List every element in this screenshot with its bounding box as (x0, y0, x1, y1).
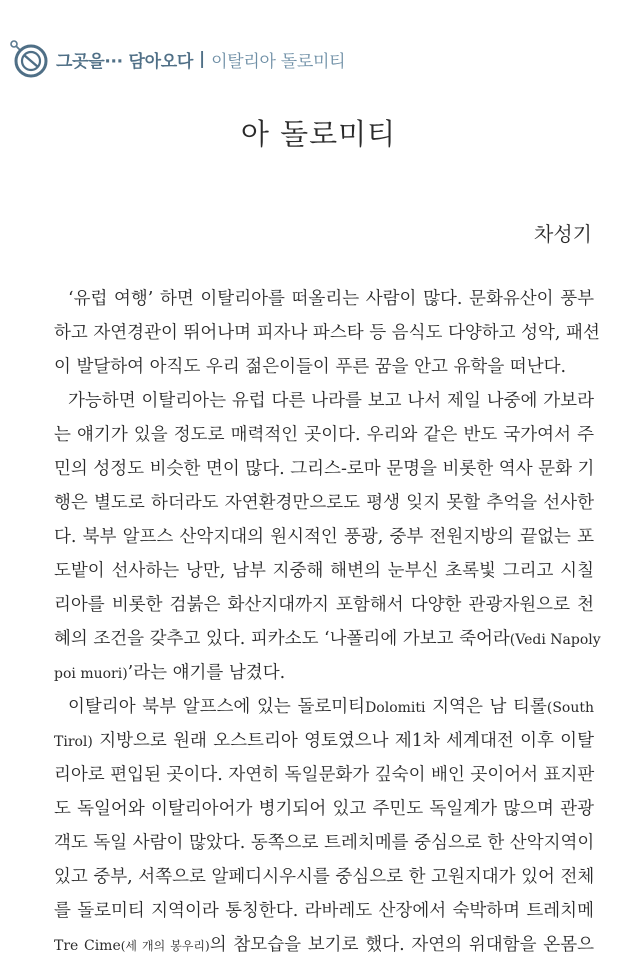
line-text: 는 얘기가 있을 정도로 매력적인 곳이다. 우리와 같은 반도 국가여서 주 (54, 425, 594, 445)
body-line (54, 622, 601, 656)
line-text: 도 독일어와 이탈리아어가 병기되어 있고 주민도 독일계가 많으며 관광 (54, 799, 594, 819)
line-text: 있고 중부, 서쪽으로 알페디시우시를 중심으로 한 고원지대가 있어 전체 (54, 867, 595, 887)
latin-note: Dolomiti (365, 700, 426, 716)
body-line (54, 282, 594, 316)
line-text: 민의 성정도 비슷한 면이 많다. 그리스-로마 문명을 비롯한 역사 문화 기 (54, 459, 595, 479)
line-text: 다. 북부 알프스 산악지대의 원시적인 풍광, 중부 전원지방의 끝없는 포 (54, 527, 594, 547)
line-text: 행은 별도로 하더라도 자연환경만으로도 평생 잊지 못할 추억을 선사한 (54, 493, 594, 513)
latin-note: Tre Cime (54, 938, 121, 954)
line-text: 이탈리아 북부 알프스에 있는 돌로미티 (68, 697, 366, 717)
body-line (54, 724, 594, 758)
body-line (54, 826, 594, 860)
line-text: ‘유럽 여행’ 하면 이탈리아를 떠올리는 사람이 많다. 문화유산이 풍부 (68, 289, 594, 309)
line-text: 리아를 비롯한 검붉은 화산지대까지 포함해서 다양한 관광자원으로 천 (54, 595, 594, 615)
body-line (54, 860, 594, 894)
body-line (54, 486, 594, 520)
body-line (54, 792, 594, 826)
body-line (54, 520, 594, 554)
series-title: 그곳을··· 담아오다 (56, 51, 193, 72)
body-line (54, 350, 594, 384)
line-text: ’라는 얘기를 남겼다. (127, 663, 286, 683)
body-line (54, 690, 594, 724)
line-text: 도밭이 선사하는 낭만, 남부 지중해 해변의 눈부신 초록빛 그리고 시칠 (54, 561, 594, 581)
body-line (54, 452, 594, 486)
body-line (54, 894, 594, 928)
line-text: 객도 독일 사람이 많았다. 동쪽으로 트레치메를 중심으로 한 산악지역이 (54, 833, 595, 853)
article-body (54, 282, 601, 962)
latin-note: (Vedi Napoly (509, 632, 601, 648)
body-line (54, 656, 594, 690)
line-text: 리아로 편입된 곳이다. 자연히 독일문화가 깊숙이 배인 곳이어서 표지판 (54, 765, 595, 785)
line-text: 를 돌로미티 지역이라 통칭한다. 라바레도 산장에서 숙박하며 트레치메 (54, 901, 594, 921)
line-text: 의 참모습을 보기로 했다. 자연의 위대함을 온몸으 (209, 935, 595, 955)
book-header (10, 38, 345, 80)
body-line (54, 758, 594, 792)
latin-note: Tirol) (54, 734, 93, 750)
latin-note: poi muori) (54, 666, 128, 682)
body-line (54, 554, 594, 588)
body-line (54, 316, 600, 350)
body-line (54, 588, 594, 622)
body-line (54, 418, 594, 452)
header-divider: | (198, 49, 206, 69)
line-text: 이 발달하여 아직도 우리 젊은이들이 푸른 꿈을 안고 유학을 떠난다. (54, 357, 567, 377)
article-title: 아 돌로미티 (240, 117, 397, 151)
latin-note: (세 개의 봉우리) (120, 939, 210, 953)
line-text: 혜의 조건을 갖추고 있다. 피카소도 ‘나폴리에 가보고 죽어라 (54, 629, 510, 649)
line-text: 지방으로 원래 오스트리아 영토였으나 제1차 세계대전 이후 이탈 (92, 731, 594, 751)
body-line (54, 928, 594, 962)
author-name: 차성기 (534, 222, 592, 246)
line-text: 하고 자연경관이 뛰어나며 피자나 파스타 등 음식도 다양하고 성악, 패션 (54, 323, 600, 343)
compass-logo-icon (10, 39, 50, 79)
line-text: 가능하면 이탈리아는 유럽 다른 나라를 보고 나서 제일 나중에 가보라 (68, 391, 594, 411)
line-text: 지역은 남 티롤 (425, 697, 547, 717)
latin-note: (South (546, 700, 594, 716)
body-line (54, 384, 594, 418)
series-subtitle: 이탈리아 돌로미티 (211, 51, 346, 72)
